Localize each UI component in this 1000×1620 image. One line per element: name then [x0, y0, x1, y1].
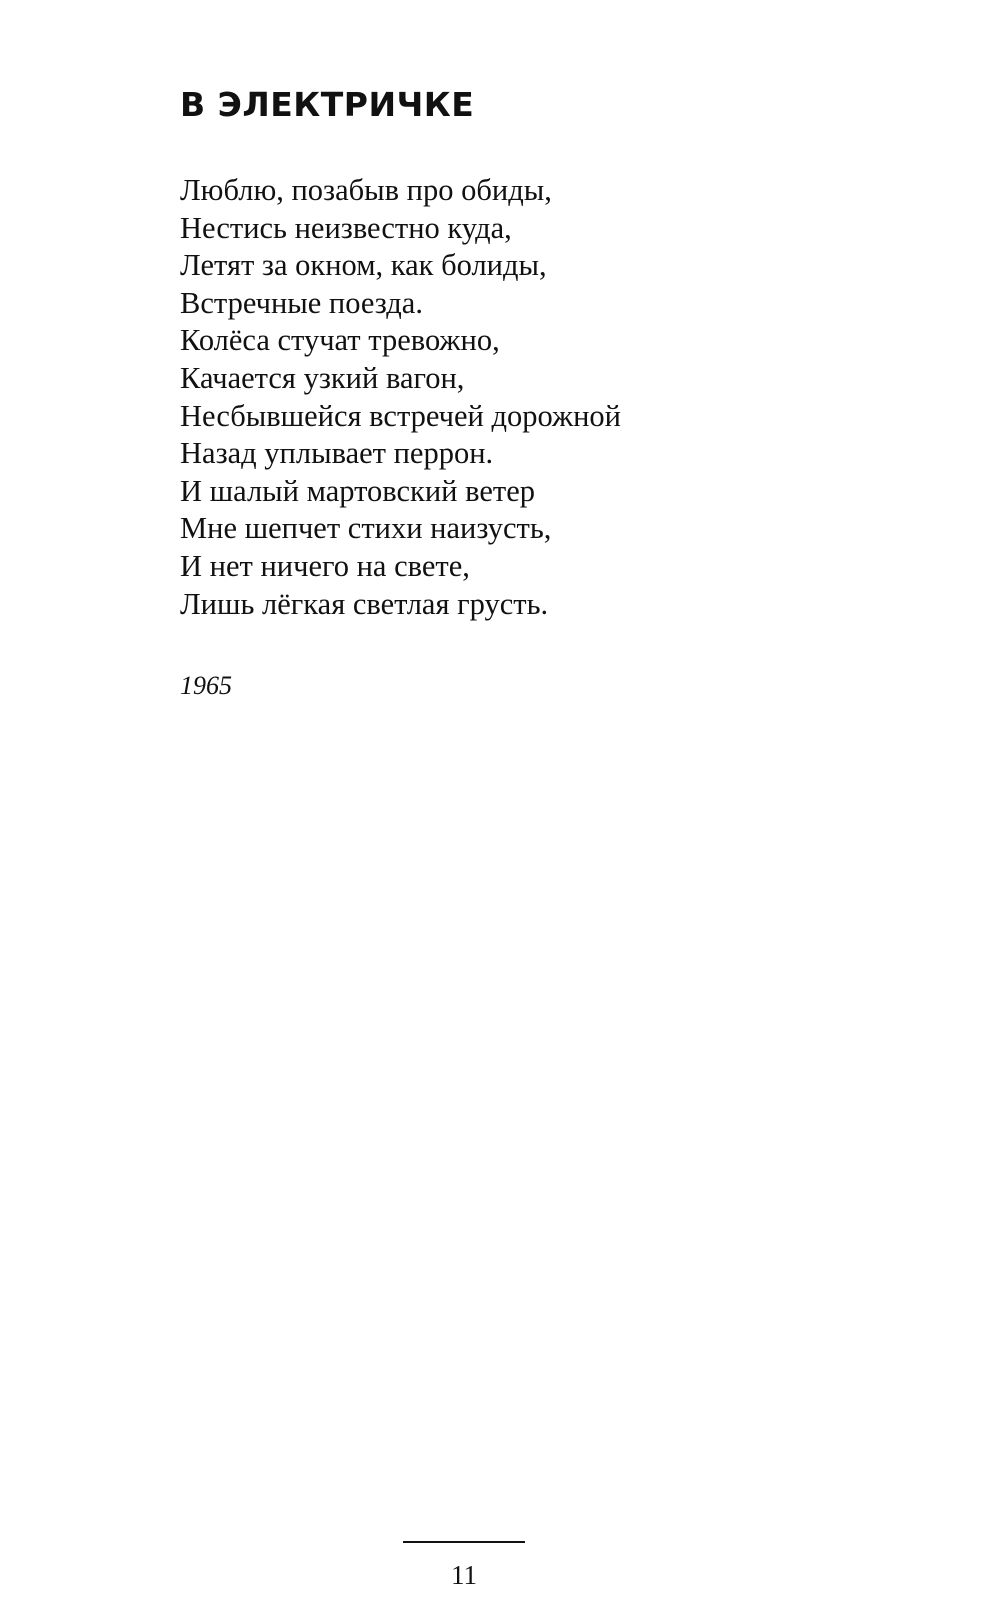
poem-line: Лишь лёгкая светлая грусть. [180, 586, 549, 621]
poem-line: Назад уплывает перрон. [180, 436, 494, 471]
poem-stanza [180, 172, 621, 623]
poem-line: И шалый мартовский ветер [180, 473, 535, 508]
poem-line: Качается узкий вагон, [180, 360, 465, 395]
poem-year: 1965 [180, 671, 232, 700]
poem-line: Мне шепчет стихи наизусть, [180, 511, 552, 546]
poem-line: Нестись неизвестно куда, [180, 210, 512, 245]
poem-line: Летят за окном, как болиды, [180, 248, 547, 283]
page-number: 11 [451, 1560, 477, 1590]
poem-line: Люблю, позабыв про обиды, [180, 173, 552, 207]
footer-divider [403, 1541, 525, 1543]
poem-line: Несбывшейся встречей дорожной [180, 398, 621, 433]
poem-title: В ЭЛЕКТРИЧКЕ [180, 85, 475, 124]
poem-line: И нет ничего на свете, [180, 548, 470, 583]
poem-line: Колёса стучат тревожно, [180, 323, 500, 358]
poem-line: Встречные поезда. [180, 285, 423, 320]
